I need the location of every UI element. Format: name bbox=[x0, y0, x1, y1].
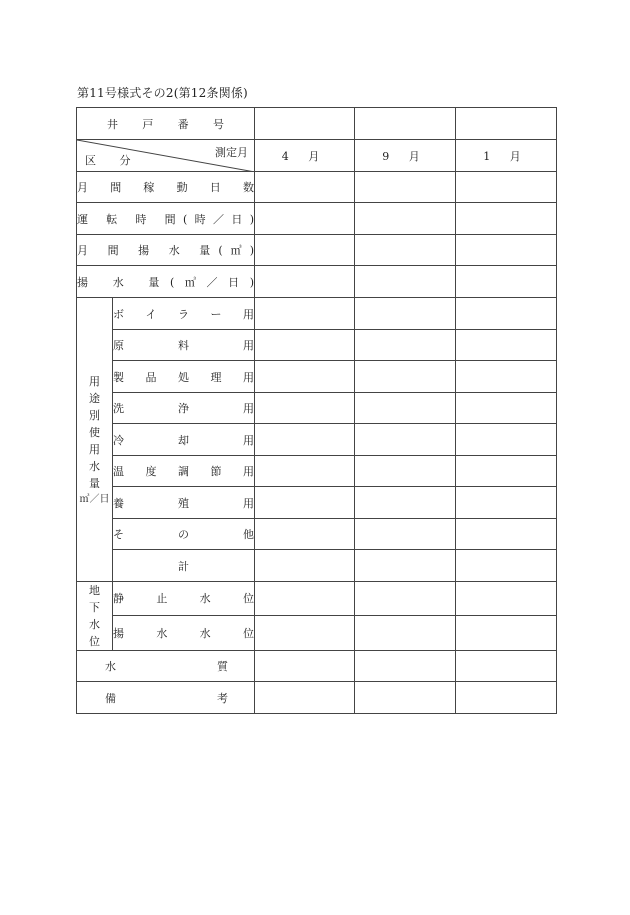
well-number-label: 井 戸 番 号 bbox=[77, 108, 255, 140]
remarks-cell-3[interactable] bbox=[456, 682, 557, 714]
usage-cell[interactable] bbox=[255, 361, 355, 393]
well-number-row bbox=[77, 108, 557, 140]
pumped-volume-row bbox=[77, 266, 557, 298]
usage-item-label: ボ イ ラ ー 用 bbox=[113, 298, 255, 330]
well-number-cell-3[interactable] bbox=[456, 108, 557, 140]
usage-cell[interactable] bbox=[255, 456, 355, 487]
month-header-2: 9 月 bbox=[355, 140, 456, 172]
groundwater-item-label: 静 止 水 位 bbox=[113, 582, 255, 616]
operating-hours-cell-3[interactable] bbox=[456, 203, 557, 235]
usage-unit: ㎥／日 bbox=[79, 494, 110, 505]
operating-days-cell-3[interactable] bbox=[456, 172, 557, 203]
monthly-pumped-row bbox=[77, 235, 557, 266]
usage-cell[interactable] bbox=[255, 298, 355, 330]
water-quality-cell-2[interactable] bbox=[355, 651, 456, 682]
operating-days-row bbox=[77, 172, 557, 203]
pumped-volume-cell-1[interactable] bbox=[255, 266, 355, 298]
usage-cell[interactable] bbox=[355, 393, 456, 424]
usage-item-label: 冷 却 用 bbox=[113, 424, 255, 456]
usage-cell[interactable] bbox=[255, 393, 355, 424]
usage-row bbox=[77, 361, 557, 393]
monthly-pumped-cell-2[interactable] bbox=[355, 235, 456, 266]
usage-cell[interactable] bbox=[255, 330, 355, 361]
usage-total-cell[interactable] bbox=[355, 550, 456, 582]
usage-total-label: 計 bbox=[113, 550, 255, 582]
remarks-label: 備 考 bbox=[77, 682, 255, 714]
usage-item-label: そ の 他 bbox=[113, 519, 255, 550]
measure-month-label: 測定月 bbox=[215, 146, 248, 159]
water-quality-label: 水 質 bbox=[77, 651, 255, 682]
groundwater-row bbox=[77, 582, 557, 616]
groundwater-group-label: 地 下 水 位 bbox=[77, 582, 113, 651]
usage-group-label: 用 途 別 使 用 水 量 ㎥／日 bbox=[77, 298, 113, 582]
pumped-volume-label: 揚 水 量(㎥／日) bbox=[77, 266, 255, 298]
water-quality-row bbox=[77, 651, 557, 682]
monthly-pumped-cell-1[interactable] bbox=[255, 235, 355, 266]
groundwater-row bbox=[77, 615, 557, 650]
operating-hours-cell-2[interactable] bbox=[355, 203, 456, 235]
usage-cell[interactable] bbox=[255, 487, 355, 519]
usage-total-cell[interactable] bbox=[456, 550, 557, 582]
usage-cell[interactable] bbox=[456, 361, 557, 393]
groundwater-cell[interactable] bbox=[355, 582, 456, 616]
usage-cell[interactable] bbox=[456, 487, 557, 519]
month-header-1: 4 月 bbox=[255, 140, 355, 172]
usage-cell[interactable] bbox=[355, 298, 456, 330]
usage-row bbox=[77, 487, 557, 519]
groundwater-cell[interactable] bbox=[456, 582, 557, 616]
well-number-cell-2[interactable] bbox=[355, 108, 456, 140]
operating-days-cell-1[interactable] bbox=[255, 172, 355, 203]
operating-hours-row bbox=[77, 203, 557, 235]
groundwater-item-label: 揚 水 水 位 bbox=[113, 615, 255, 650]
form-title: 第11号様式その2(第12条関係) bbox=[77, 86, 248, 100]
usage-cell[interactable] bbox=[255, 424, 355, 456]
usage-cell[interactable] bbox=[355, 487, 456, 519]
month-header-row bbox=[77, 140, 557, 172]
usage-row bbox=[77, 519, 557, 550]
usage-row bbox=[77, 298, 557, 330]
usage-cell[interactable] bbox=[355, 361, 456, 393]
water-quality-cell-1[interactable] bbox=[255, 651, 355, 682]
usage-row bbox=[77, 330, 557, 361]
well-measurement-table bbox=[76, 107, 557, 714]
usage-cell[interactable] bbox=[456, 330, 557, 361]
usage-cell[interactable] bbox=[355, 456, 456, 487]
usage-cell[interactable] bbox=[355, 424, 456, 456]
groundwater-cell[interactable] bbox=[355, 615, 456, 650]
pumped-volume-cell-3[interactable] bbox=[456, 266, 557, 298]
monthly-pumped-label: 月 間 揚 水 量(㎥) bbox=[77, 235, 255, 266]
usage-cell[interactable] bbox=[456, 298, 557, 330]
groundwater-cell[interactable] bbox=[255, 615, 355, 650]
usage-cell[interactable] bbox=[456, 456, 557, 487]
pumped-volume-cell-2[interactable] bbox=[355, 266, 456, 298]
usage-item-label: 製 品 処 理 用 bbox=[113, 361, 255, 393]
usage-total-cell[interactable] bbox=[255, 550, 355, 582]
usage-cell[interactable] bbox=[456, 424, 557, 456]
groundwater-cell[interactable] bbox=[456, 615, 557, 650]
operating-days-label: 月 間 稼 動 日 数 bbox=[77, 172, 255, 203]
operating-hours-label: 運 転 時 間(時／日) bbox=[77, 203, 255, 235]
category-label: 区 分 bbox=[85, 154, 141, 167]
usage-item-label: 原 料 用 bbox=[113, 330, 255, 361]
usage-row bbox=[77, 424, 557, 456]
usage-item-label: 養 殖 用 bbox=[113, 487, 255, 519]
usage-item-label: 温 度 調 節 用 bbox=[113, 456, 255, 487]
operating-hours-cell-1[interactable] bbox=[255, 203, 355, 235]
usage-cell[interactable] bbox=[456, 519, 557, 550]
remarks-cell-1[interactable] bbox=[255, 682, 355, 714]
monthly-pumped-cell-3[interactable] bbox=[456, 235, 557, 266]
usage-cell[interactable] bbox=[456, 393, 557, 424]
usage-cell[interactable] bbox=[355, 330, 456, 361]
remarks-cell-2[interactable] bbox=[355, 682, 456, 714]
water-quality-cell-3[interactable] bbox=[456, 651, 557, 682]
groundwater-cell[interactable] bbox=[255, 582, 355, 616]
usage-row bbox=[77, 393, 557, 424]
well-number-cell-1[interactable] bbox=[255, 108, 355, 140]
usage-cell[interactable] bbox=[255, 519, 355, 550]
usage-total-row bbox=[77, 550, 557, 582]
month-header-3: 1 月 bbox=[456, 140, 557, 172]
usage-row bbox=[77, 456, 557, 487]
usage-cell[interactable] bbox=[355, 519, 456, 550]
operating-days-cell-2[interactable] bbox=[355, 172, 456, 203]
remarks-row bbox=[77, 682, 557, 714]
usage-item-label: 洗 浄 用 bbox=[113, 393, 255, 424]
category-month-header bbox=[77, 140, 255, 172]
